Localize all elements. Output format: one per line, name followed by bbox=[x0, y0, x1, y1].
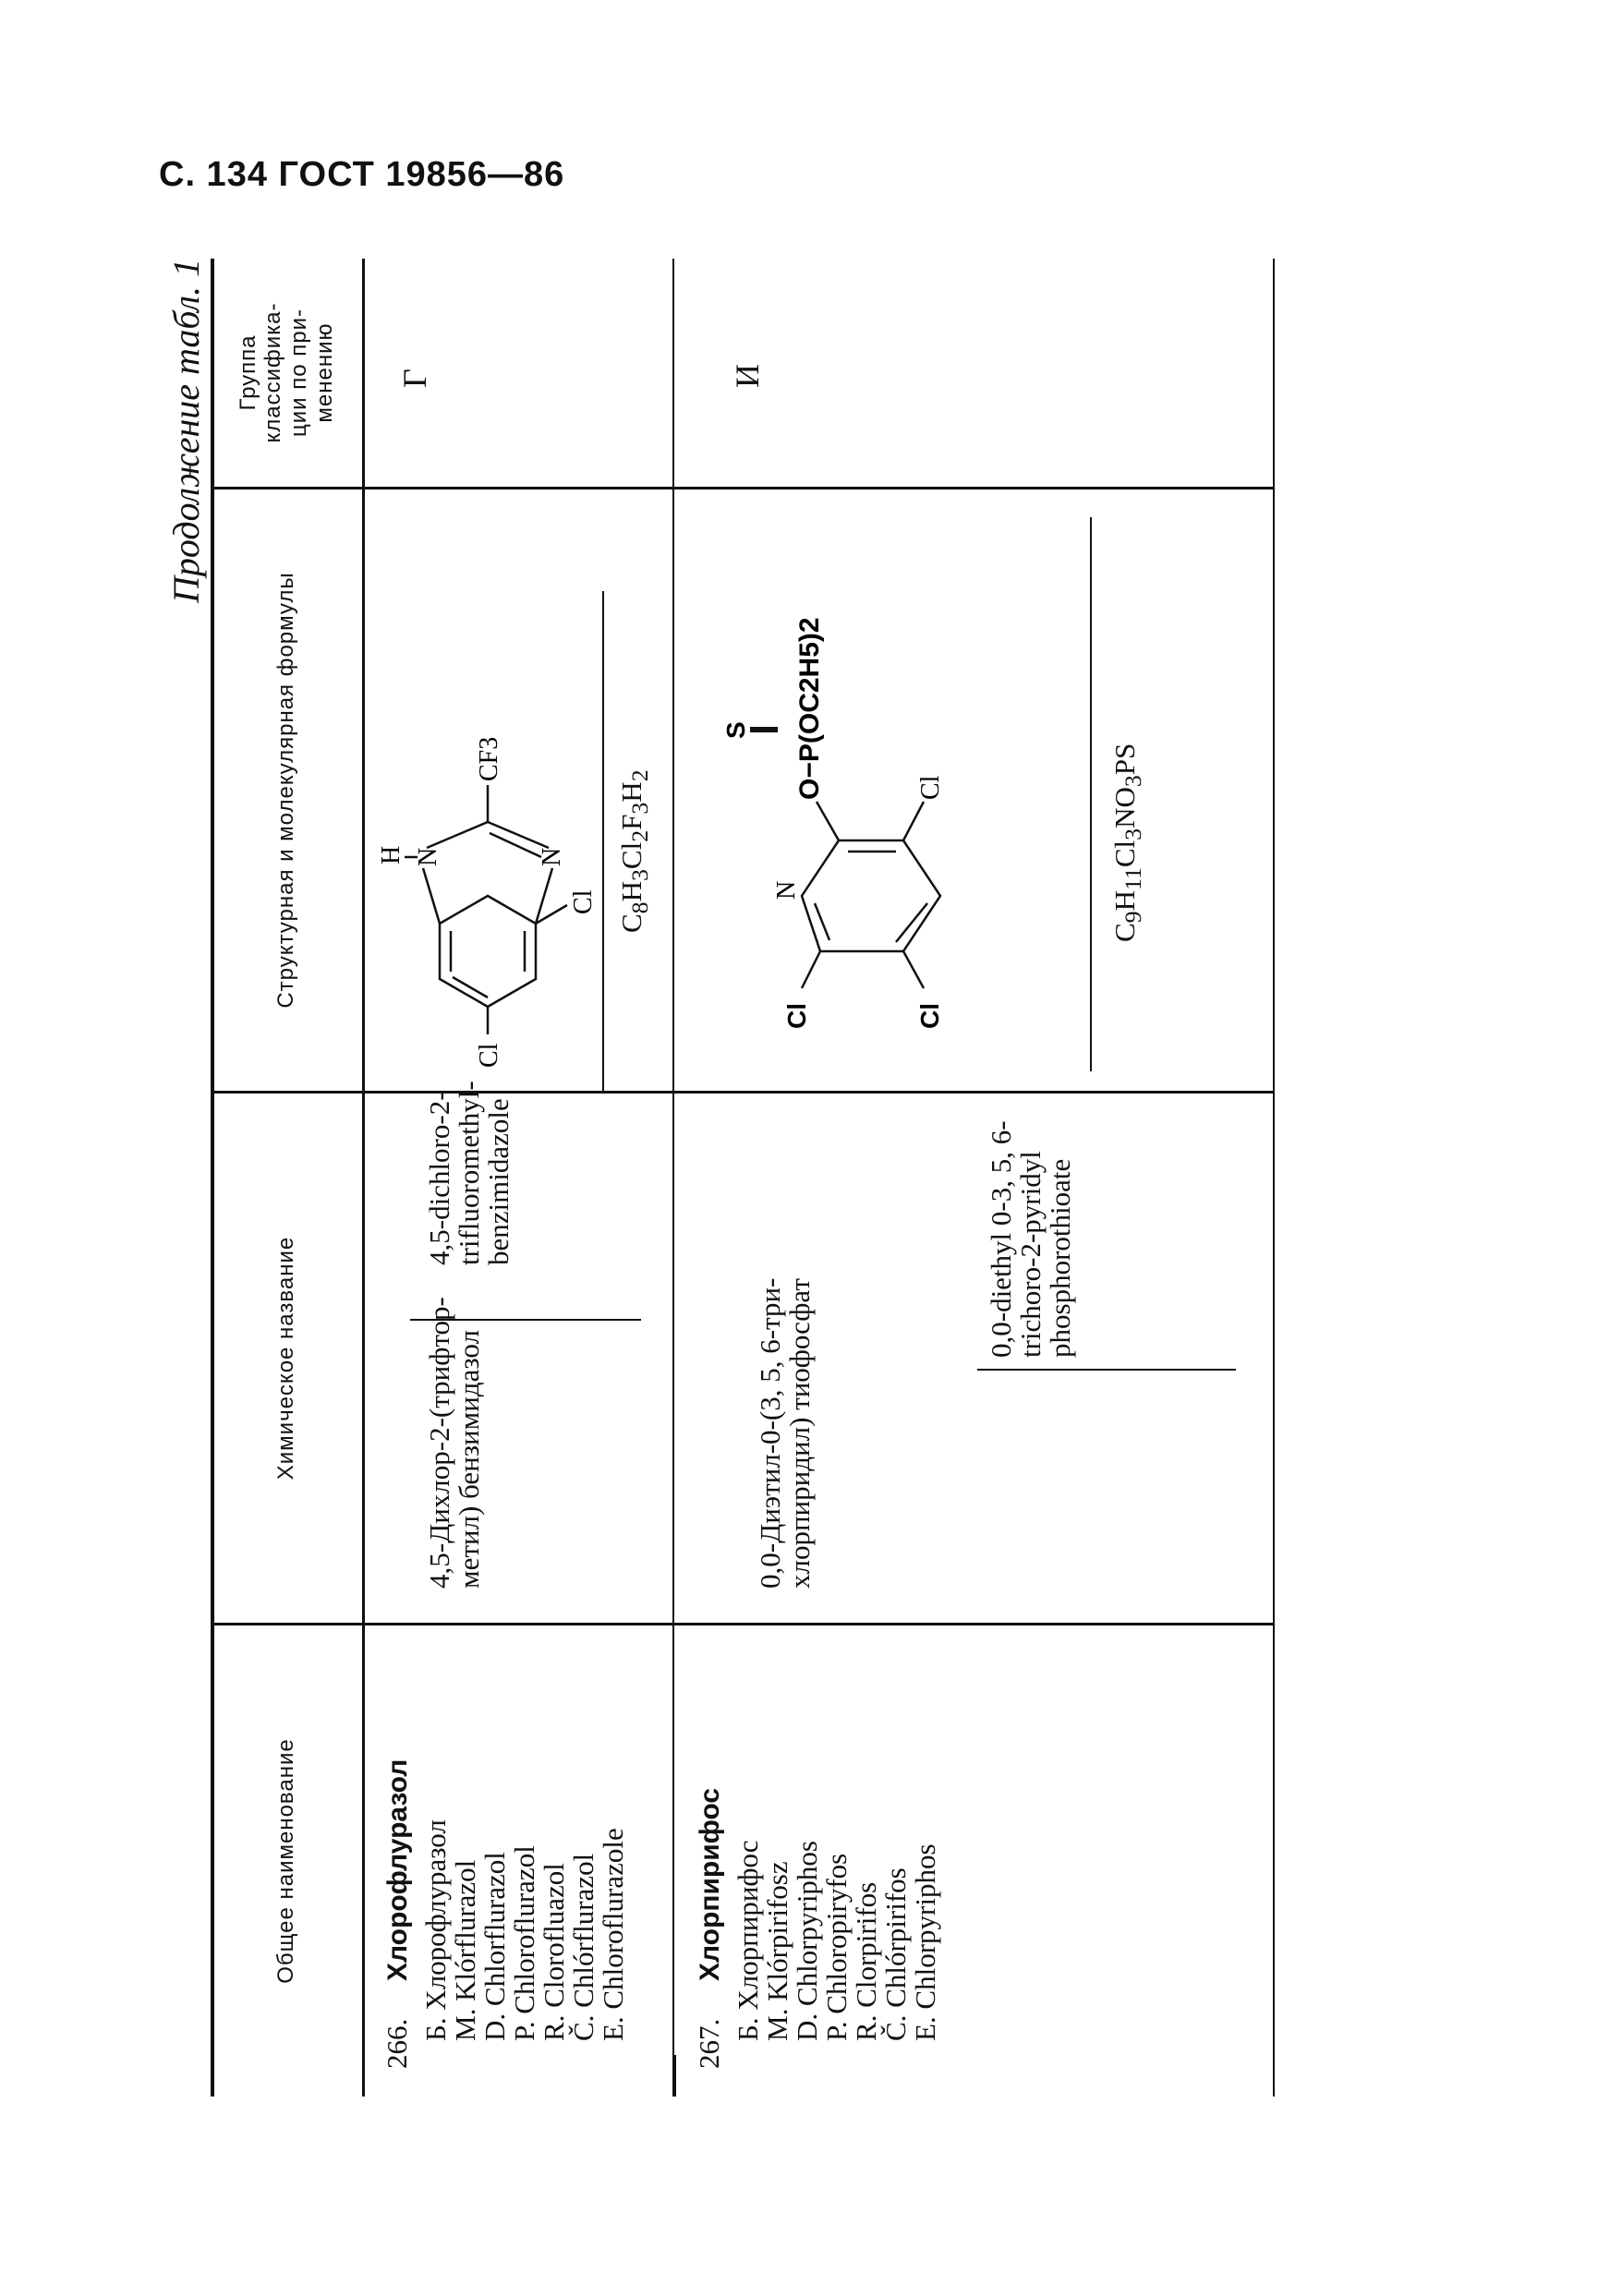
chemical-name-ru: 4,5-Дихлор-2-(трифтор- метил) бензимидазол bbox=[423, 1297, 485, 1589]
structure-pyridyl-phosphorothioate bbox=[721, 489, 1033, 1062]
synonym: D. Chlorflurazol bbox=[478, 1852, 511, 2041]
cl-bond bbox=[903, 951, 924, 988]
atom-cl: Cl bbox=[916, 775, 945, 800]
entry-main-name: Хлорпирифос bbox=[695, 1787, 725, 1981]
synonym: R. Clorofluazol bbox=[538, 1863, 570, 2041]
header-structure: Структурная и молекулярная формулы bbox=[273, 572, 299, 1009]
synonym: Č. Chlórflurazol bbox=[567, 1853, 599, 2041]
imidazole-bond bbox=[488, 822, 549, 848]
group-classification: Г bbox=[396, 369, 433, 388]
atom-n: N bbox=[538, 847, 566, 866]
header-group: Группа классифика- ции по при- менению bbox=[235, 302, 337, 443]
atom-s: S bbox=[721, 721, 750, 739]
atom-cl: Cl bbox=[782, 1003, 811, 1029]
synonym: E. Chloroflurazole bbox=[597, 1828, 629, 2041]
group-cf3: CF3 bbox=[475, 736, 503, 781]
structure-benzimidazole bbox=[377, 508, 599, 1068]
atom-cl: Cl bbox=[475, 1043, 503, 1068]
header-common-name: Общее наименование bbox=[273, 1738, 299, 1984]
synonym-list bbox=[421, 1819, 628, 2041]
synonym: М. Klórflurazol bbox=[449, 1859, 481, 2041]
entry-number: 267. bbox=[693, 2018, 725, 2069]
table-caption: Продолжение табл. 1 bbox=[165, 259, 207, 604]
ester-bond bbox=[817, 802, 839, 840]
chemical-name-en: 4,5-dichloro-2- trifluoromethyl- benzimidazole bbox=[423, 1081, 514, 1265]
col-separator-chemical-structure bbox=[211, 1091, 1273, 1094]
atom-cl: Cl bbox=[569, 889, 598, 914]
synonym-list bbox=[733, 1840, 940, 2041]
cl-bond bbox=[903, 802, 924, 840]
entry-main-name: Хлорофлуразол bbox=[382, 1758, 413, 1981]
row-divider bbox=[672, 259, 674, 2097]
row-divider-left-tick bbox=[672, 2055, 676, 2097]
synonym: D. Chlorpyriphos bbox=[791, 1841, 823, 2041]
synonym: М. Klórpirifosz bbox=[761, 1861, 793, 2041]
synonym: Б. Хлорпирифос bbox=[732, 1840, 764, 2041]
benzene-ring bbox=[440, 896, 536, 1007]
atom-n: N bbox=[772, 880, 801, 900]
double-bond bbox=[453, 977, 488, 997]
molecular-formula: $C_9H_{11}Cl_3NO_3PS$ bbox=[1108, 743, 1147, 942]
header-chemical-name: Химическое название bbox=[273, 1236, 299, 1480]
page-header: С. 134 ГОСТ 19856—86 bbox=[159, 155, 565, 194]
double-bond bbox=[815, 903, 829, 940]
synonym: Б. Хлорофлуразол bbox=[419, 1819, 452, 2041]
synonym: E. Chlorpyriphos bbox=[909, 1843, 941, 2041]
synonym: P. Chloropiryfos bbox=[820, 1853, 853, 2041]
molecular-formula: $C_8H_3Cl_2F_3H_2$ bbox=[615, 769, 654, 933]
synonym: Č. Chlórpirifos bbox=[879, 1867, 912, 2041]
ester-group: O−P(OC2H5)2 bbox=[794, 617, 825, 800]
chem-subdivider-267 bbox=[977, 1369, 1236, 1371]
table-bottom-rule bbox=[1273, 259, 1275, 2097]
col-separator-common-chemical bbox=[211, 1623, 1273, 1625]
chemical-name-ru: 0,0-Диэтил-0-(3, 5, 6-три- хлорпиридил) тиофосфат bbox=[754, 1277, 816, 1589]
synonym: R. Clorpirifos bbox=[850, 1881, 882, 2041]
header-bottom-rule bbox=[362, 259, 365, 2097]
imidazole-bond bbox=[423, 868, 440, 924]
group-classification: И bbox=[729, 364, 766, 388]
structure-subdivider-267-line bbox=[1090, 517, 1092, 1071]
atom-cl: Cl bbox=[915, 1003, 944, 1029]
cl-bond bbox=[802, 951, 820, 988]
entry-number: 266. bbox=[381, 2018, 413, 2069]
pyridine-ring bbox=[802, 840, 940, 951]
header-group-cell bbox=[211, 259, 362, 487]
chemical-name-en: 0,0-diethyl 0-3, 5, 6- trichoro-2-pyridyl phosphorothioate bbox=[985, 1120, 1076, 1358]
atom-h: H bbox=[377, 845, 406, 864]
synonym: P. Chloroflurazol bbox=[508, 1845, 540, 2041]
rotated-table bbox=[165, 259, 1476, 2097]
imidazole-double-bond bbox=[490, 833, 541, 857]
atom-n: N bbox=[414, 847, 442, 866]
imidazole-bond bbox=[427, 822, 488, 848]
structure-subdivider-266-line bbox=[602, 591, 604, 1071]
